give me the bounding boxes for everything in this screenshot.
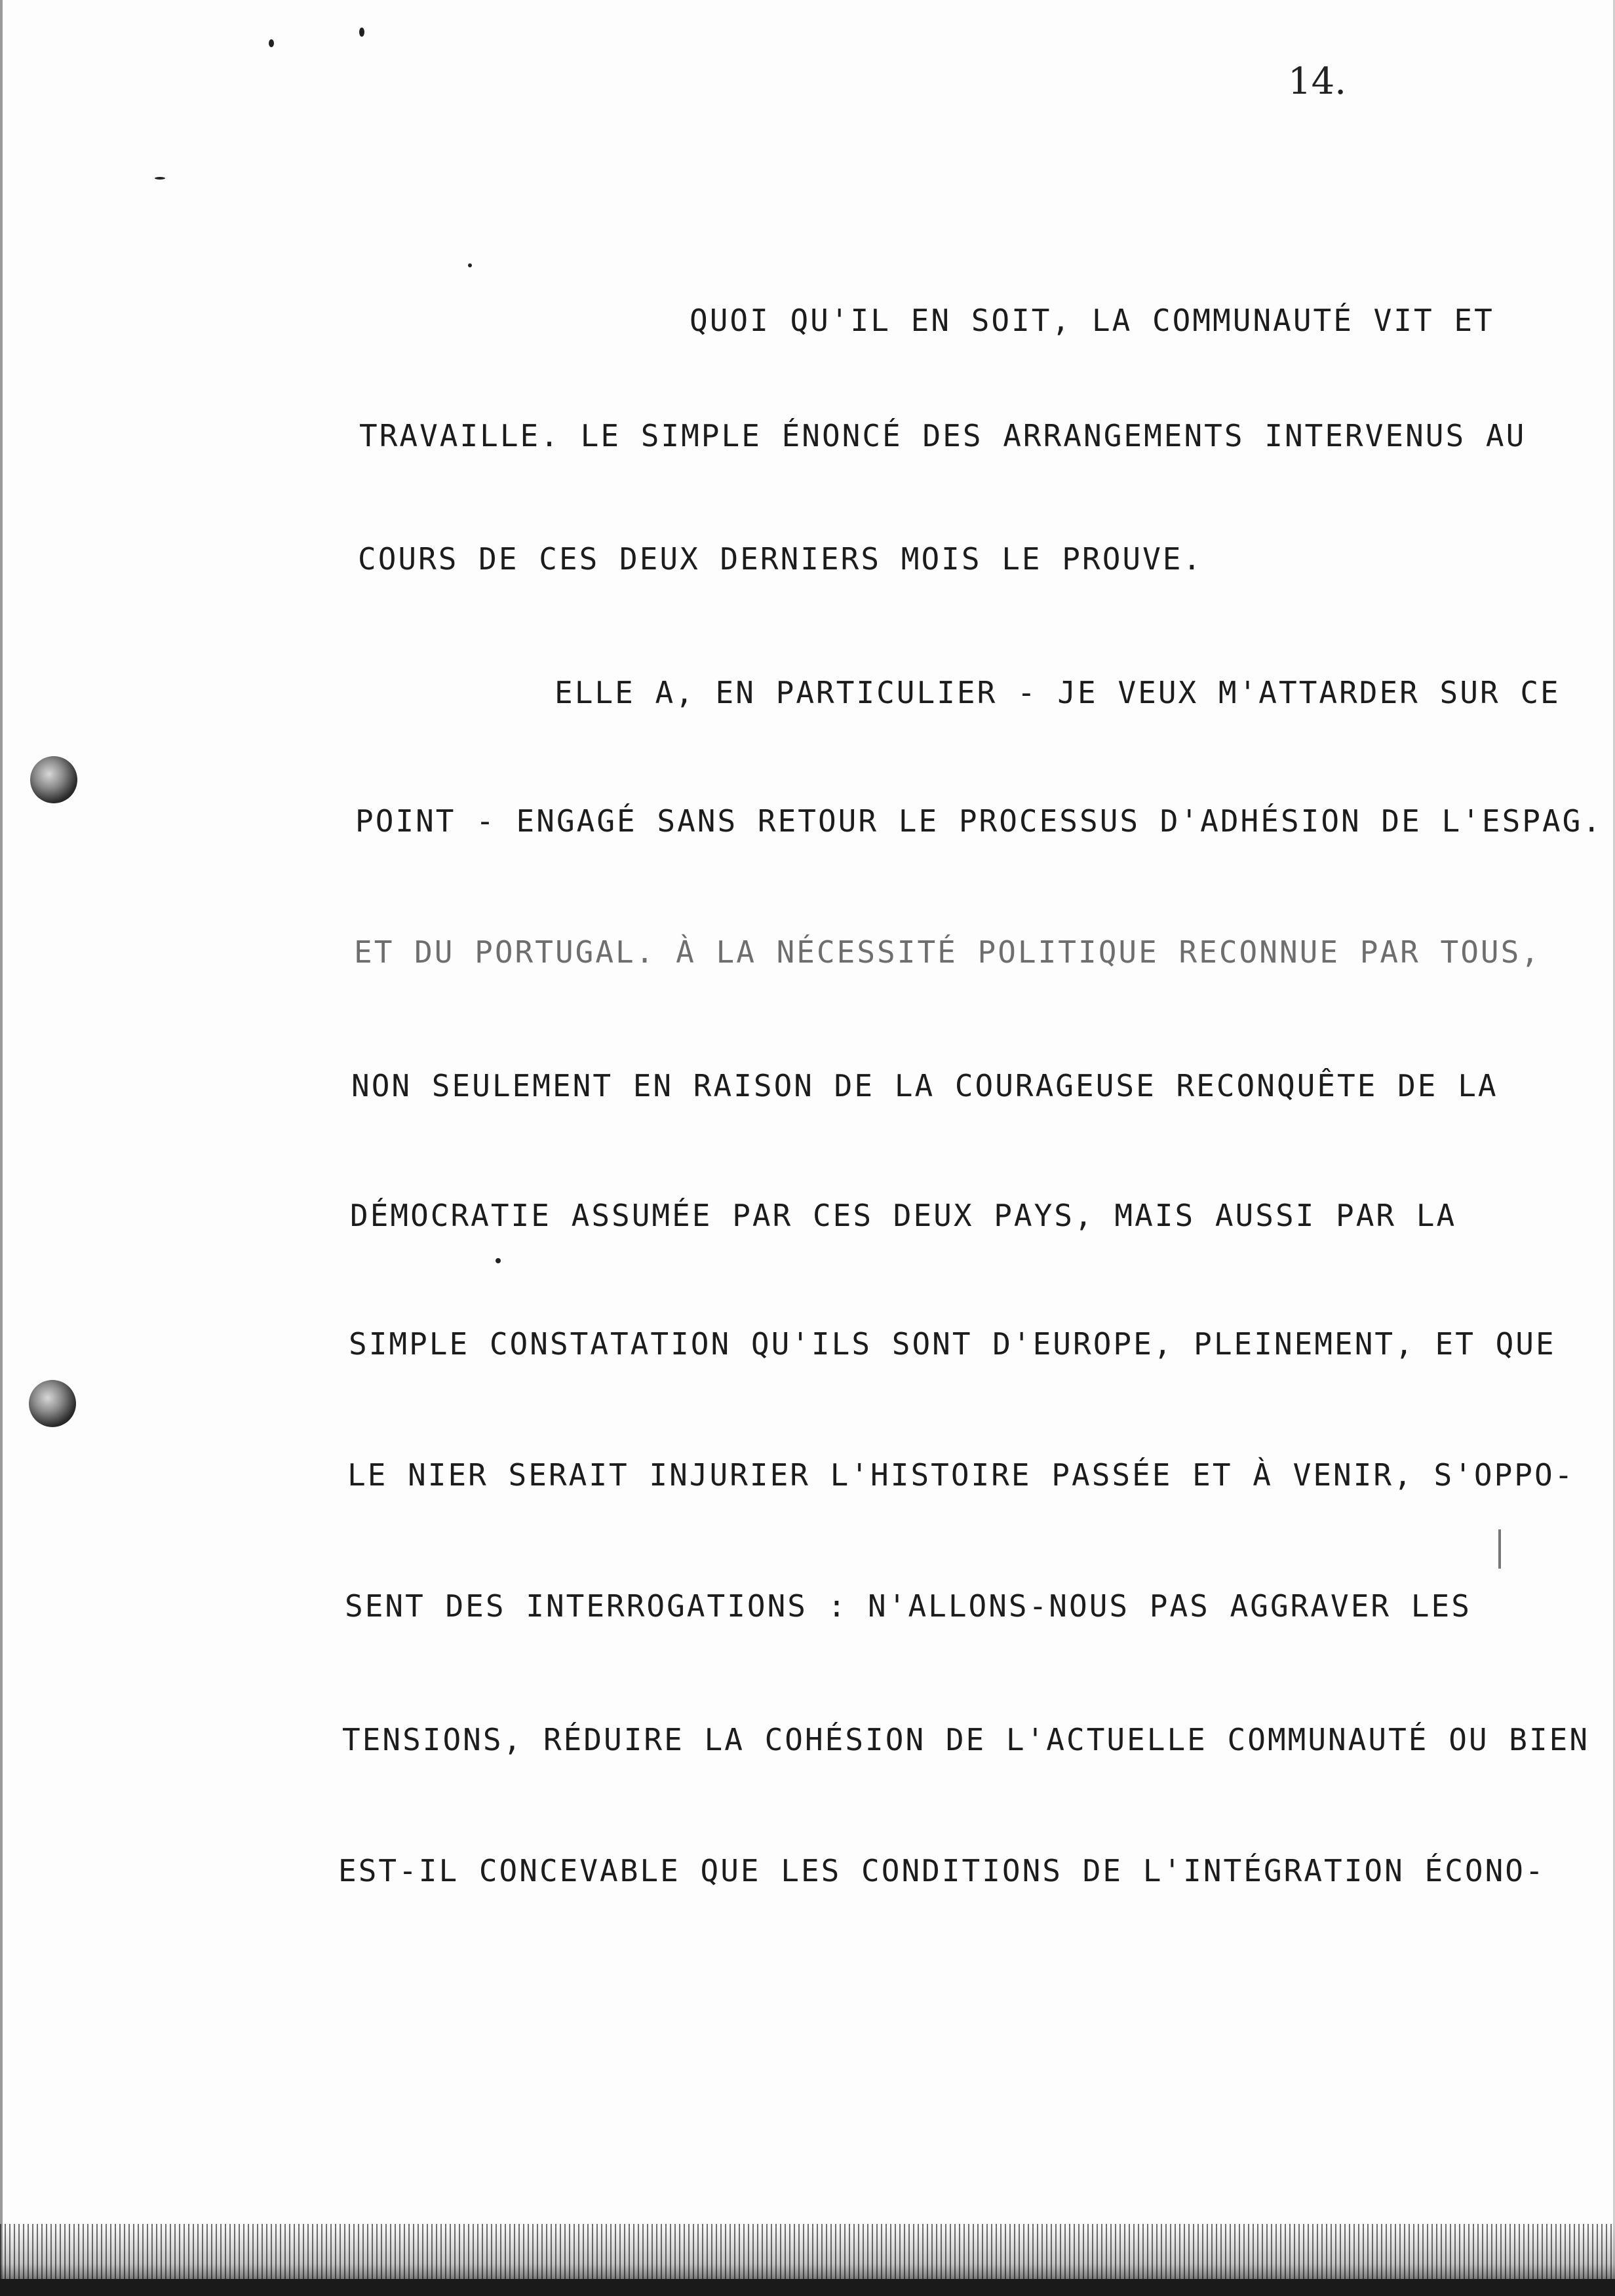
text-line-11: SENT DES INTERROGATIONS : N'ALLONS-NOUS PAS AGGRAVER LES bbox=[345, 1588, 1471, 1624]
punch-hole-top bbox=[30, 756, 77, 803]
scan-left-edge bbox=[0, 0, 3, 2296]
text-line-8: DÉMOCRATIE ASSUMÉE PAR CES DEUX PAYS, MAIS AUSSI PAR LA bbox=[350, 1198, 1457, 1233]
scan-speck bbox=[155, 177, 165, 180]
text-line-2: TRAVAILLE. LE SIMPLE ÉNONCÉ DES ARRANGEMENTS INTERVENUS AU bbox=[359, 418, 1527, 453]
text-line-1: QUOI QU'IL EN SOIT, LA COMMUNAUTÉ VIT ET bbox=[690, 303, 1494, 338]
scan-speck bbox=[468, 263, 472, 267]
text-line-6: ET DU PORTUGAL. À LA NÉCESSITÉ POLITIQUE RECONNUE PAR TOUS, bbox=[354, 934, 1541, 970]
scan-speck bbox=[269, 39, 274, 47]
text-line-5: POINT - ENGAGÉ SANS RETOUR LE PROCESSUS D'ADHÉSION DE L'ESPAG. bbox=[355, 803, 1603, 839]
scan-bottom-edge bbox=[0, 2279, 1615, 2296]
text-line-13: EST-IL CONCEVABLE QUE LES CONDITIONS DE L'INTÉGRATION ÉCONO- bbox=[338, 1853, 1546, 1888]
text-line-3: COURS DE CES DEUX DERNIERS MOIS LE PROUVE. bbox=[358, 541, 1203, 577]
text-line-4: ELLE A, EN PARTICULIER - JE VEUX M'ATTARDER SUR CE bbox=[555, 675, 1561, 710]
scan-speck bbox=[496, 1258, 501, 1263]
page-number: 14. bbox=[1288, 60, 1347, 103]
scan-speck bbox=[359, 28, 364, 37]
text-line-12: TENSIONS, RÉDUIRE LA COHÉSION DE L'ACTUELLE COMMUNAUTÉ OU BIEN bbox=[342, 1722, 1590, 1757]
scan-mark bbox=[1498, 1529, 1501, 1569]
text-line-9: SIMPLE CONSTATATION QU'ILS SONT D'EUROPE, PLEINEMENT, ET QUE bbox=[349, 1326, 1556, 1362]
text-line-7: NON SEULEMENT EN RAISON DE LA COURAGEUSE RECONQUÊTE DE LA bbox=[351, 1068, 1498, 1103]
text-line-10: LE NIER SERAIT INJURIER L'HISTOIRE PASSÉE ET À VENIR, S'OPPO- bbox=[347, 1457, 1575, 1493]
punch-hole-bottom bbox=[29, 1380, 76, 1427]
